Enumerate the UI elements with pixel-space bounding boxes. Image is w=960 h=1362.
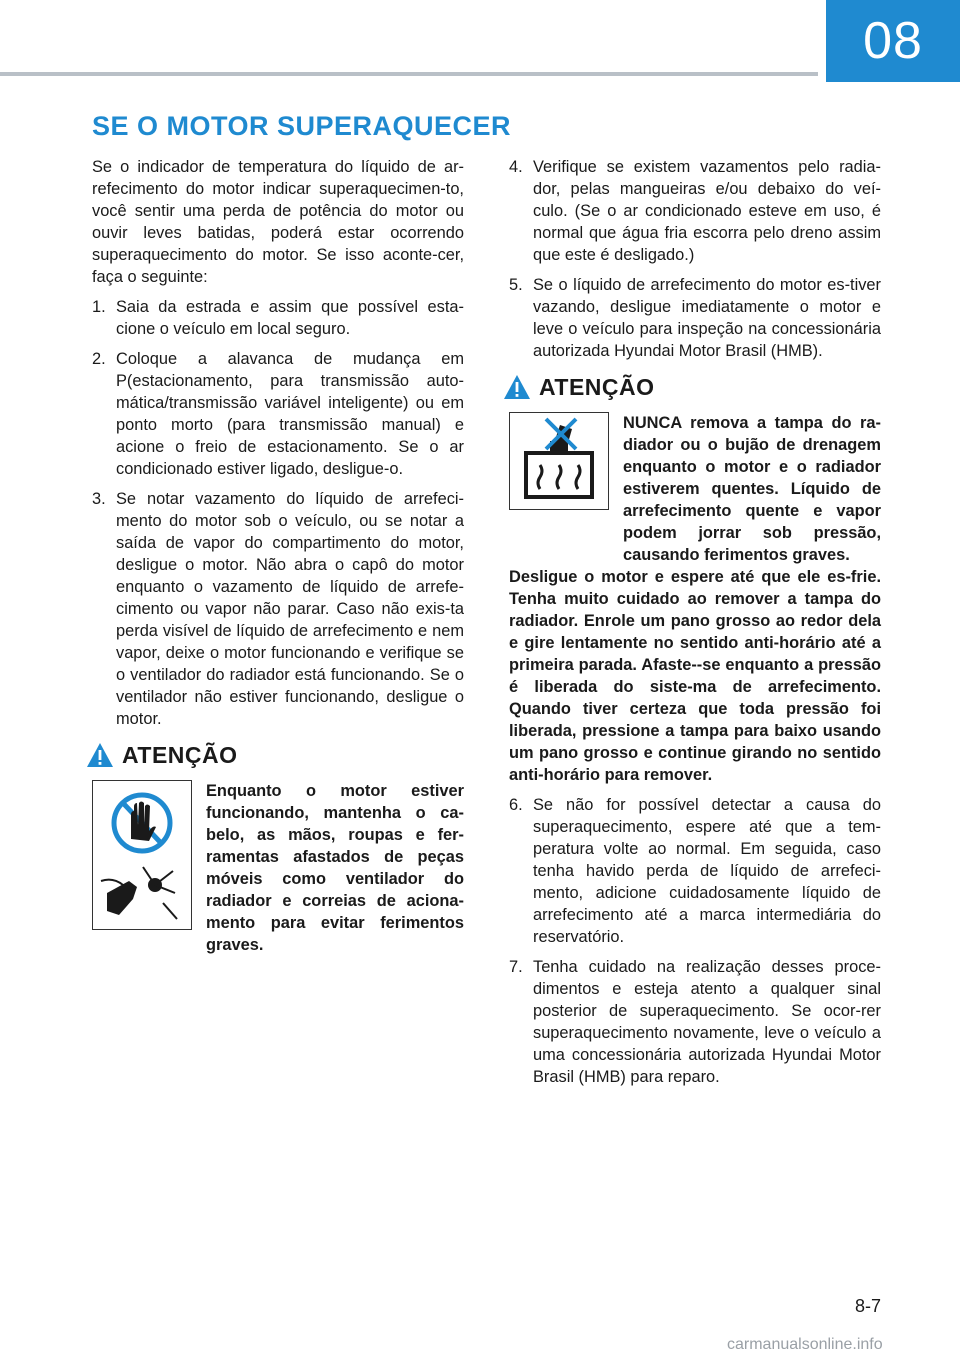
list-item <box>92 296 464 340</box>
warning-heading <box>503 374 881 400</box>
warning-text: NUNCA remova a tampa do ra-diador ou o bujão de drenagem enquanto o motor e o radiador estiverem quentes. Líquido de arrefecimento quente e vapor podem jorrar sob pressão, causando ferimentos graves. <box>623 414 881 564</box>
step-number: 7. <box>509 958 523 976</box>
step-number: 3. <box>92 490 106 508</box>
step-text: Tenha cuidado na realização desses proce-dimentos e esteja atento a qualquer sinal posterior de superaquecimento. Se ocor-rer superaquecimento novamente, leve o veículo a uma concessionária autorizada Hyundai Motor Brasil (HMB) para reparo. <box>533 958 881 1086</box>
step-text: Se notar vazamento do líquido de arrefeci-mento do motor sob o veículo, ou se notar a saída de vapor do compartimento do motor, desligue o motor. Não abra o capô do motor enquanto o vazamento de líquido de arrefe-cimento ou vapor não parar. Caso não exis-ta perda visível de líquido de arrefecimento e nem vapor, deixe o motor funcionando e verifique se o ventilador do radiador está funcionando. Se o ventilador não estiver funcionando, desligue o motor. <box>116 490 464 728</box>
list-item <box>92 348 464 480</box>
warning-note: Desligue o motor e espere até que ele es-frie. Tenha muito cuidado ao remover a tampa do radiador. Enrole um pano grosso ao redor dela e gire lentamente no sentido anti-horário até a primeira parada. Afaste--se enquanto a pressão é liberada do siste-ma de arrefecimento. Quando tiver certeza que toda pressão foi liberada, pressione a tampa para baixo usando um pano grosso e continue girando no sentido anti-horário para remover. <box>509 568 881 784</box>
watermark-text: carmanualsonline.info <box>727 1336 883 1353</box>
section-title: SE O MOTOR SUPERAQUECER <box>92 111 512 141</box>
warning-triangle-icon <box>503 374 531 400</box>
page-number: 8-7 <box>855 1296 882 1316</box>
list-item <box>92 488 464 730</box>
step-number: 6. <box>509 796 523 814</box>
step-number: 5. <box>509 276 523 294</box>
warning-heading <box>86 742 464 768</box>
warning-title: ATENÇÃO <box>122 742 238 768</box>
list-item <box>509 956 881 1088</box>
left-column <box>92 156 464 956</box>
chapter-tab: 08 <box>826 0 960 82</box>
moving-parts-hazard-icon <box>92 780 192 930</box>
step-text: Verifique se existem vazamentos pelo radia-dor, pelas mangueiras e/ou debaixo do veí-culo. (Se o ar condicionado esteve em uso, é normal que água fria escorra pelo dreno assim que este é desligado.) <box>533 158 881 264</box>
step-text: Coloque a alavanca de mudança em P(estacionamento, para transmissão auto-mática/transmissão variável inteligente) ou em ponto morto (para transmissão manual) e acione o freio de estacionamento. Se o ar condicionado estiver ligado, desligue-o. <box>116 350 464 478</box>
step-number: 2. <box>92 350 106 368</box>
header-rule <box>0 72 818 76</box>
warning-triangle-icon <box>86 742 114 768</box>
right-column <box>509 156 881 1096</box>
step-number: 4. <box>509 158 523 176</box>
step-text: Se o líquido de arrefecimento do motor es-tiver vazando, desligue imediatamente o motor e leve o veículo para inspeção na concessionária autorizada Hyundai Motor Brasil (HMB). <box>533 276 881 360</box>
step-number: 1. <box>92 298 106 316</box>
intro-paragraph: Se o indicador de temperatura do líquido de ar-refecimento do motor indicar superaquecimen-to, você sentir uma perda de potência do motor ou ouvir leves batidas, poderá estar ocorrendo superaquecimento do motor. Se isso aconte-cer, faça o seguinte: <box>92 158 464 286</box>
list-item <box>509 794 881 948</box>
step-text: Saia da estrada e assim que possível esta-cione o veículo em local seguro. <box>116 298 464 338</box>
warning-block <box>92 780 464 956</box>
list-item <box>509 274 881 362</box>
hot-radiator-hazard-icon <box>509 412 609 510</box>
step-text: Se não for possível detectar a causa do superaquecimento, espere até que a tem-peratura volte ao normal. Em seguida, caso tenha havido perda de líquido de arrefeci-mento, adicione cuidadosamente líquido de arrefecimento até a marca intermediária do reservatório. <box>533 796 881 946</box>
list-item <box>509 156 881 266</box>
warning-text: Enquanto o motor estiver funcionando, mantenha o ca-belo, as mãos, roupas e fer-ramentas afastados de peças móveis como ventilador do radiador e correias de aciona-mento para evitar ferimentos graves. <box>206 782 464 954</box>
warning-title: ATENÇÃO <box>539 374 655 400</box>
warning-block <box>509 412 881 566</box>
